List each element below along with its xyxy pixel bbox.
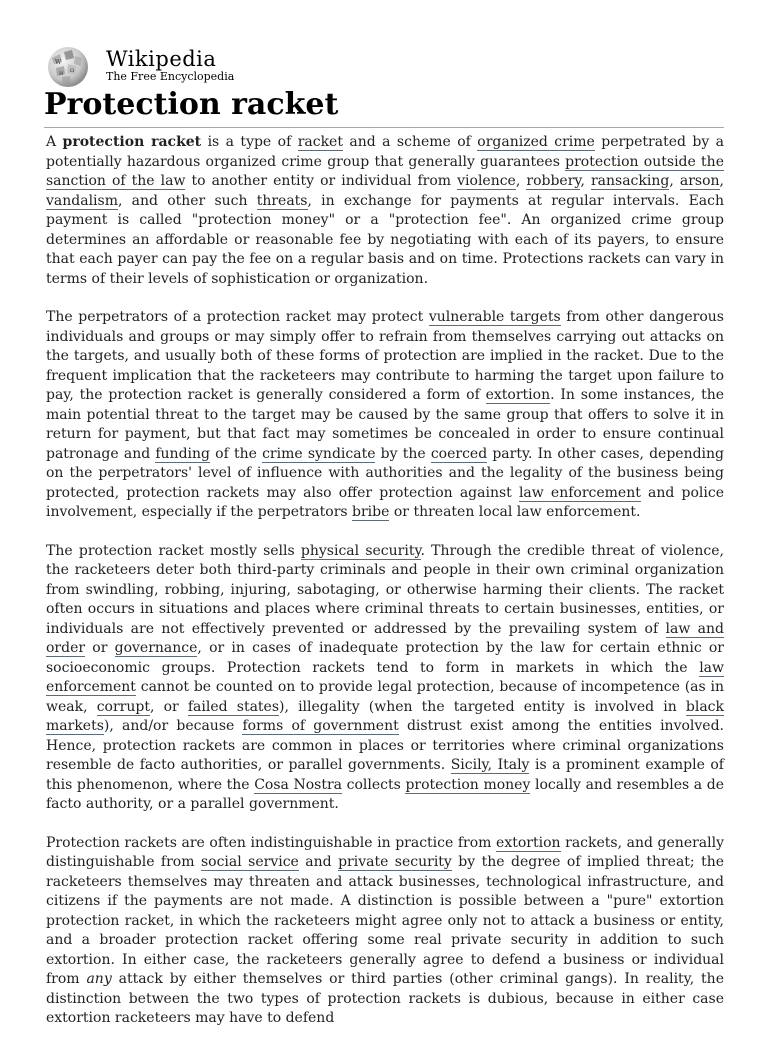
page-title: Protection racket [44,87,339,122]
text: perpetrated by a potentially hazardous organized crime group that generally guarantees [46,134,725,170]
text: , [719,173,724,189]
text: attack by either themselves or third parties (other criminal gangs). In reality, the distinction between the two types of protection rackets is dubious, because in either case extortion racketeers may have to defend [46,971,724,1026]
text: , [580,173,591,189]
text: rackets, and generally distinguishable from [46,834,725,870]
link-funding[interactable]: funding [155,445,210,462]
link-physical-security[interactable]: physical security [300,542,421,559]
text: collects [342,776,406,793]
paragraph-1 [46,133,724,289]
link-law-enforcement[interactable]: law enforcement [46,659,724,695]
text: of the [210,445,263,462]
link-organized-crime[interactable]: organized crime [477,134,595,150]
text: party. In other cases, depending on the perpetrators' level of influence with authorities and the legality of the business being protected, protection rackets may also offer protection against [46,445,725,501]
text: or threaten local law enforcement. [389,504,641,520]
link-sicily-italy[interactable]: Sicily, Italy [450,757,530,773]
text: is a prominent example of this phenomenon, where the [46,757,724,793]
wikipedia-tagline: The Free Encyclopedia [106,70,235,83]
paragraph-2 [46,308,724,523]
link-racket[interactable]: racket [297,134,343,150]
text: or [85,640,115,656]
text: cannot be counted on to provide legal protection, because of incompetence (as in weak, [46,679,724,715]
text: . In some instances, the main potential threat to the target may be caused by the same group that offers to solve it in return for payment, but that fact may sometimes be concealed in order to ensure continual patronage and [46,387,724,462]
link-law-and-order[interactable]: law and order [46,620,724,656]
link-law-enforcement[interactable]: law enforcement [518,484,641,501]
text: ), illegality (when the targeted entity is involved in [279,698,686,715]
link-bribe[interactable]: bribe [352,504,390,520]
text: A [46,134,63,150]
text: The protection racket mostly sells [46,542,301,559]
title-divider [44,127,724,128]
paragraph-4 [46,834,724,1029]
wikipedia-wordmark[interactable]: Wikipedia [106,47,217,71]
text: and police involvement, especially if the perpetrators [46,484,724,520]
text: Protection rackets are often indistinguishable in practice from [46,834,497,851]
text: ), and/or because [103,718,243,734]
link-crime-syndicate[interactable]: crime syndicate [262,445,376,462]
text: and a scheme of [342,134,478,150]
text: , and other such [118,192,257,209]
link-corrupt[interactable]: corrupt [96,698,150,715]
link-governance[interactable]: governance [114,640,198,656]
text: The perpetrators of a protection racket may protect [46,309,429,325]
text: , [669,173,680,189]
link-vandalism[interactable]: vandalism [46,192,118,209]
link-cosa-nostra[interactable]: Cosa Nostra [254,776,343,793]
link-private-security[interactable]: private security [338,854,452,870]
link-threats[interactable]: threats [256,192,308,209]
link-failed-states[interactable]: failed states [187,698,280,715]
emphasis-any: any [86,971,112,987]
link-vulnerable-targets[interactable]: vulnerable targets [428,309,561,325]
link-robbery[interactable]: robbery [526,173,581,189]
link-social-service[interactable]: social service [200,854,299,870]
svg-text:Ω: Ω [70,68,75,74]
link-black-markets[interactable]: black markets [46,698,724,734]
text: , in exchange for payments at regular intervals. Each payment is called "protection money" or a "protection fee". An organized crime group determines an affordable or reasonable fee by negotiating with each of its payers, to ensure that each payer can pay the fee on a regular basis and on time. Protections rackets can vary in terms of their levels of sophistication or organization. [46,192,724,287]
text: is a type of [201,134,298,150]
text: by the degree of implied threat; the racketeers themselves may threaten and attack businesses, technological infrastructure, and citizens if the payments are not made. A distinction is possible between a "pure" extortion protection racket, in which the racketeers might agree only not to attack a business or entity, and a broader protection racket offering some real private security in addition to such extortion. In either case, the racketeers generally agree to defend a business or individual from [46,854,725,987]
link-protection-outside-law[interactable]: protection outside the sanction of the law [46,153,724,189]
text: locally and resembles a de facto authority, or a parallel government. [46,776,725,812]
text: to another entity or individual from [185,173,458,189]
link-coerced[interactable]: coerced [430,445,488,462]
text: distrust exist among the entities involved. Hence, protection rackets are common in places or territories where criminal organizations resemble de facto authorities, or parallel governments. [46,718,724,773]
link-protection-money[interactable]: protection money [405,776,531,793]
text: , or [149,698,188,715]
svg-text:И: И [59,71,64,77]
link-violence[interactable]: violence [457,173,516,189]
link-extortion[interactable]: extortion [485,387,551,403]
text: and [298,854,339,870]
wikipedia-globe-logo-icon[interactable] [44,44,94,88]
link-ransacking[interactable]: ransacking [590,173,670,189]
text: . Through the credible threat of violence, the racketeers deter both third-party criminals and people in their own criminal organization from swindling, robbing, injuring, sabotaging, or otherwise harming their clients. The racket often occurs in situations and places where criminal threats to certain businesses, entities, or individuals are not effectively prevented or addressed by the prevailing system of [46,542,724,637]
text: by the [375,445,431,462]
article-body [46,133,724,1048]
wikipedia-header[interactable] [44,42,444,88]
bold-term: protection racket [62,134,202,150]
link-arson[interactable]: arson [679,173,720,189]
text: , [515,173,527,189]
svg-text:W: W [55,59,62,66]
paragraph-3 [46,542,724,815]
text: , or in cases of inadequate protection by the law for certain ethnic or socioeconomic groups. Protection rackets tend to form in markets in which the [46,640,725,676]
link-extortion[interactable]: extortion [496,834,561,851]
text: from other dangerous individuals and groups or may simply offer to refrain from themselves carrying out attacks on the targets, and usually both of these forms of protection are implied in the racket. Due to the frequent implication that the racketeers may contribute to harming the target upon failure to pay, the protection racket is generally considered a form of [46,309,724,403]
link-forms-of-government[interactable]: forms of government [242,718,399,734]
